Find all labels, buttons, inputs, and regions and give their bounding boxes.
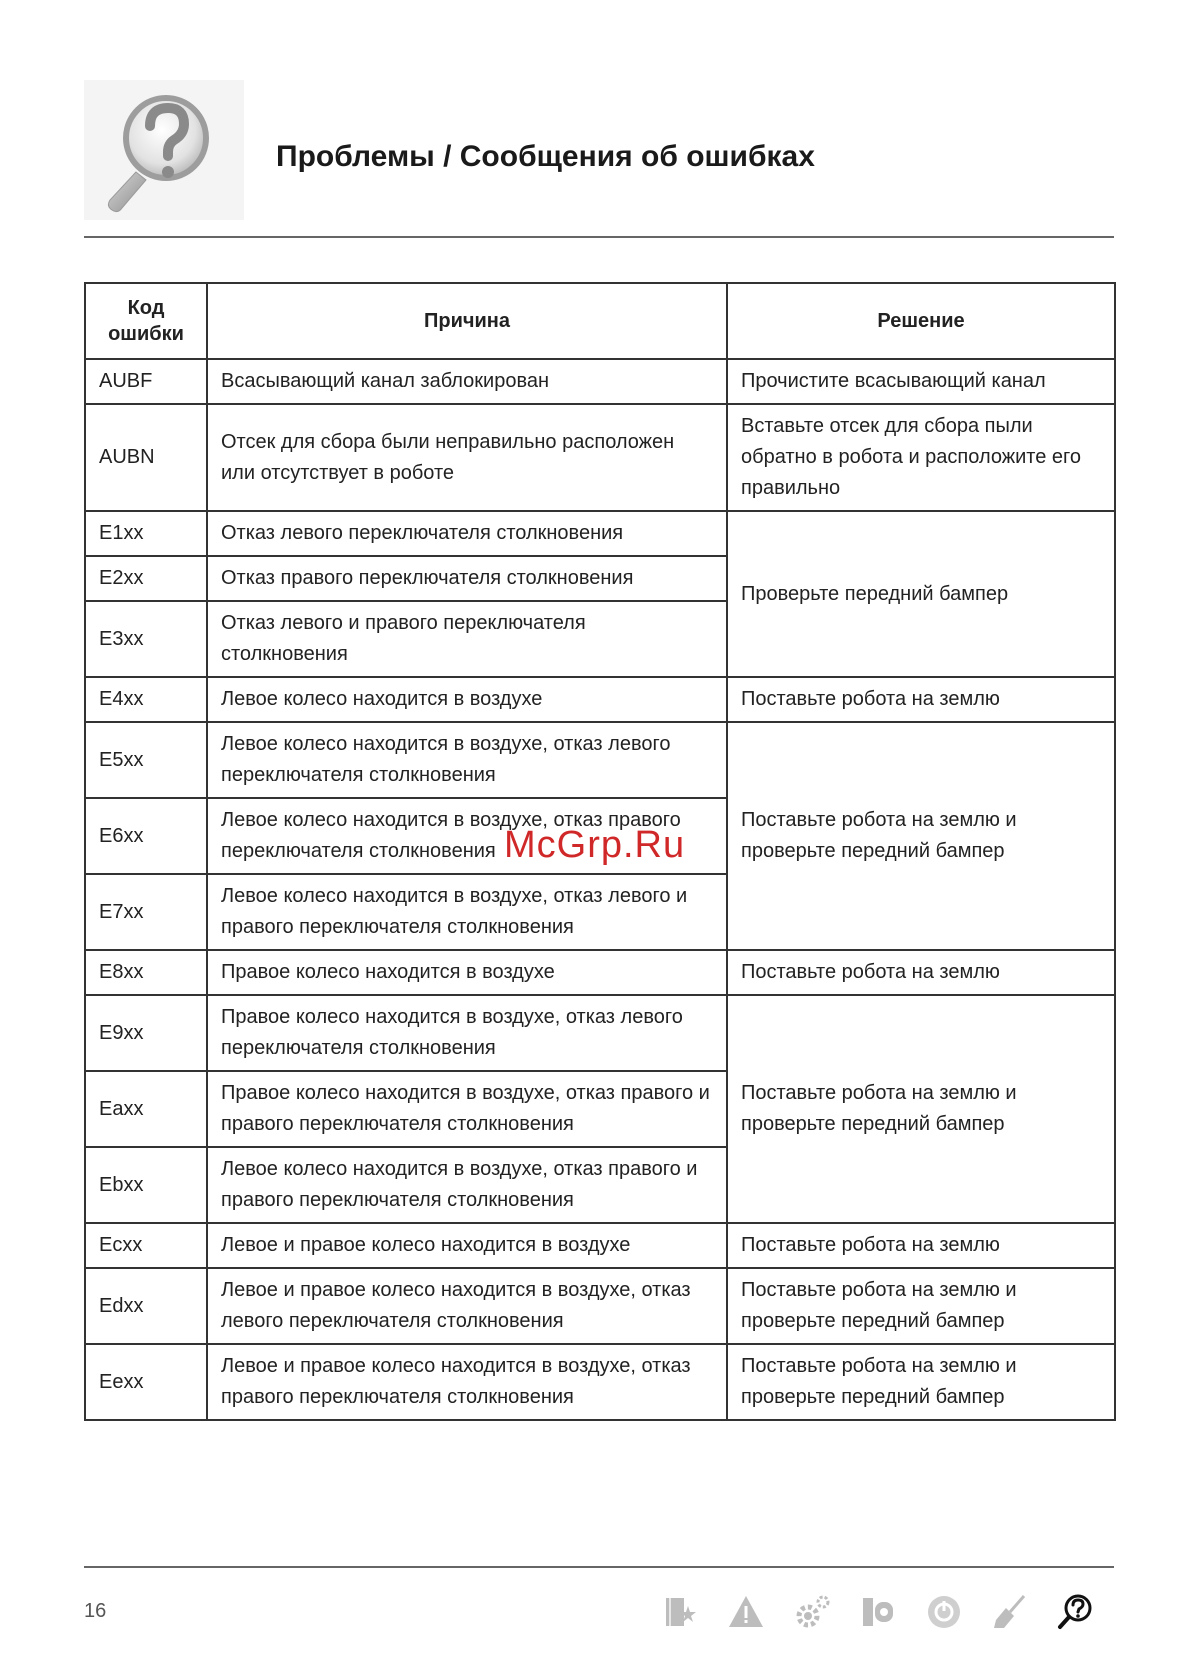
error-code: Ebxx [85, 1147, 207, 1223]
error-cause: Левое и правое колесо находится в воздухе, отказ правого переключателя столкновения [207, 1344, 727, 1420]
error-cause: Отсек для сбора были неправильно расположен или отсутствует в роботе [207, 404, 727, 511]
table-row [85, 722, 1115, 798]
error-cause: Правое колесо находится в воздухе, отказ правого и правого переключателя столкновения [207, 1071, 727, 1147]
book-star-icon[interactable] [660, 1592, 700, 1632]
error-code: E1xx [85, 511, 207, 556]
table-row [85, 950, 1115, 995]
error-solution: Поставьте робота на землю [727, 950, 1115, 995]
error-code: AUBN [85, 404, 207, 511]
error-cause: Левое колесо находится в воздухе [207, 677, 727, 722]
error-solution: Поставьте робота на землю [727, 1223, 1115, 1268]
error-solution: Поставьте робота на землю и проверьте передний бампер [727, 722, 1115, 950]
question-magnifier-icon[interactable] [1056, 1592, 1096, 1632]
watermark: McGrp.Ru [504, 824, 686, 866]
error-code: Edxx [85, 1268, 207, 1344]
error-solution: Поставьте робота на землю и проверьте передний бампер [727, 1268, 1115, 1344]
table-row [85, 359, 1115, 404]
error-cause: Правое колесо находится в воздухе, отказ левого переключателя столкновения [207, 995, 727, 1071]
power-icon[interactable] [924, 1592, 964, 1632]
error-cause: Левое и правое колесо находится в воздухе, отказ левого переключателя столкновения [207, 1268, 727, 1344]
error-cause: Левое и правое колесо находится в воздухе [207, 1223, 727, 1268]
error-code: Eexx [85, 1344, 207, 1420]
error-cause: Левое колесо находится в воздухе, отказ левого переключателя столкновения [207, 722, 727, 798]
table-row [85, 995, 1115, 1071]
column-header-solution: Решение [727, 283, 1115, 359]
header-divider [84, 236, 1114, 238]
error-cause: Левое колесо находится в воздухе, отказ левого и правого переключателя столкновения [207, 874, 727, 950]
error-code: E9xx [85, 995, 207, 1071]
column-header-cause: Причина [207, 283, 727, 359]
error-code: E8xx [85, 950, 207, 995]
page-title: Проблемы / Сообщения об ошибках [276, 140, 815, 173]
device-icon[interactable] [858, 1592, 898, 1632]
error-code: E3xx [85, 601, 207, 677]
table-row [85, 1223, 1115, 1268]
table-row [85, 511, 1115, 556]
question-magnifier-icon [84, 80, 244, 220]
error-cause: Левое колесо находится в воздухе, отказ правого и правого переключателя столкновения [207, 1147, 727, 1223]
error-cause: Правое колесо находится в воздухе [207, 950, 727, 995]
error-solution: Поставьте робота на землю [727, 677, 1115, 722]
error-cause: Отказ левого и правого переключателя столкновения [207, 601, 727, 677]
error-solution: Проверьте передний бампер [727, 511, 1115, 677]
error-cause: Левое колесо находится в воздухе, отказ правого переключателя столкновения [207, 798, 727, 874]
error-code: E5xx [85, 722, 207, 798]
error-solution: Прочистите всасывающий канал [727, 359, 1115, 404]
broom-icon[interactable] [990, 1592, 1030, 1632]
error-code: E4xx [85, 677, 207, 722]
error-cause: Отказ правого переключателя столкновения [207, 556, 727, 601]
error-solution: Поставьте робота на землю и проверьте передний бампер [727, 1344, 1115, 1420]
error-code: AUBF [85, 359, 207, 404]
footer-divider [84, 1566, 1114, 1568]
gears-icon[interactable] [792, 1592, 832, 1632]
column-header-code: Код ошибки [85, 283, 207, 359]
table-header-row [85, 283, 1115, 359]
error-code: Eaxx [85, 1071, 207, 1147]
error-code: Ecxx [85, 1223, 207, 1268]
error-cause: Всасывающий канал заблокирован [207, 359, 727, 404]
warning-triangle-icon[interactable] [726, 1592, 766, 1632]
table-row [85, 1268, 1115, 1344]
error-code: E2xx [85, 556, 207, 601]
error-solution: Вставьте отсек для сбора пыли обратно в робота и расположите его правильно [727, 404, 1115, 511]
table-row [85, 404, 1115, 511]
page-number: 16 [84, 1600, 107, 1622]
error-code: E7xx [85, 874, 207, 950]
footer-section-icons [660, 1590, 1096, 1634]
table-row [85, 677, 1115, 722]
error-code: E6xx [85, 798, 207, 874]
error-solution: Поставьте робота на землю и проверьте передний бампер [727, 995, 1115, 1223]
error-cause: Отказ левого переключателя столкновения [207, 511, 727, 556]
table-row [85, 1344, 1115, 1420]
